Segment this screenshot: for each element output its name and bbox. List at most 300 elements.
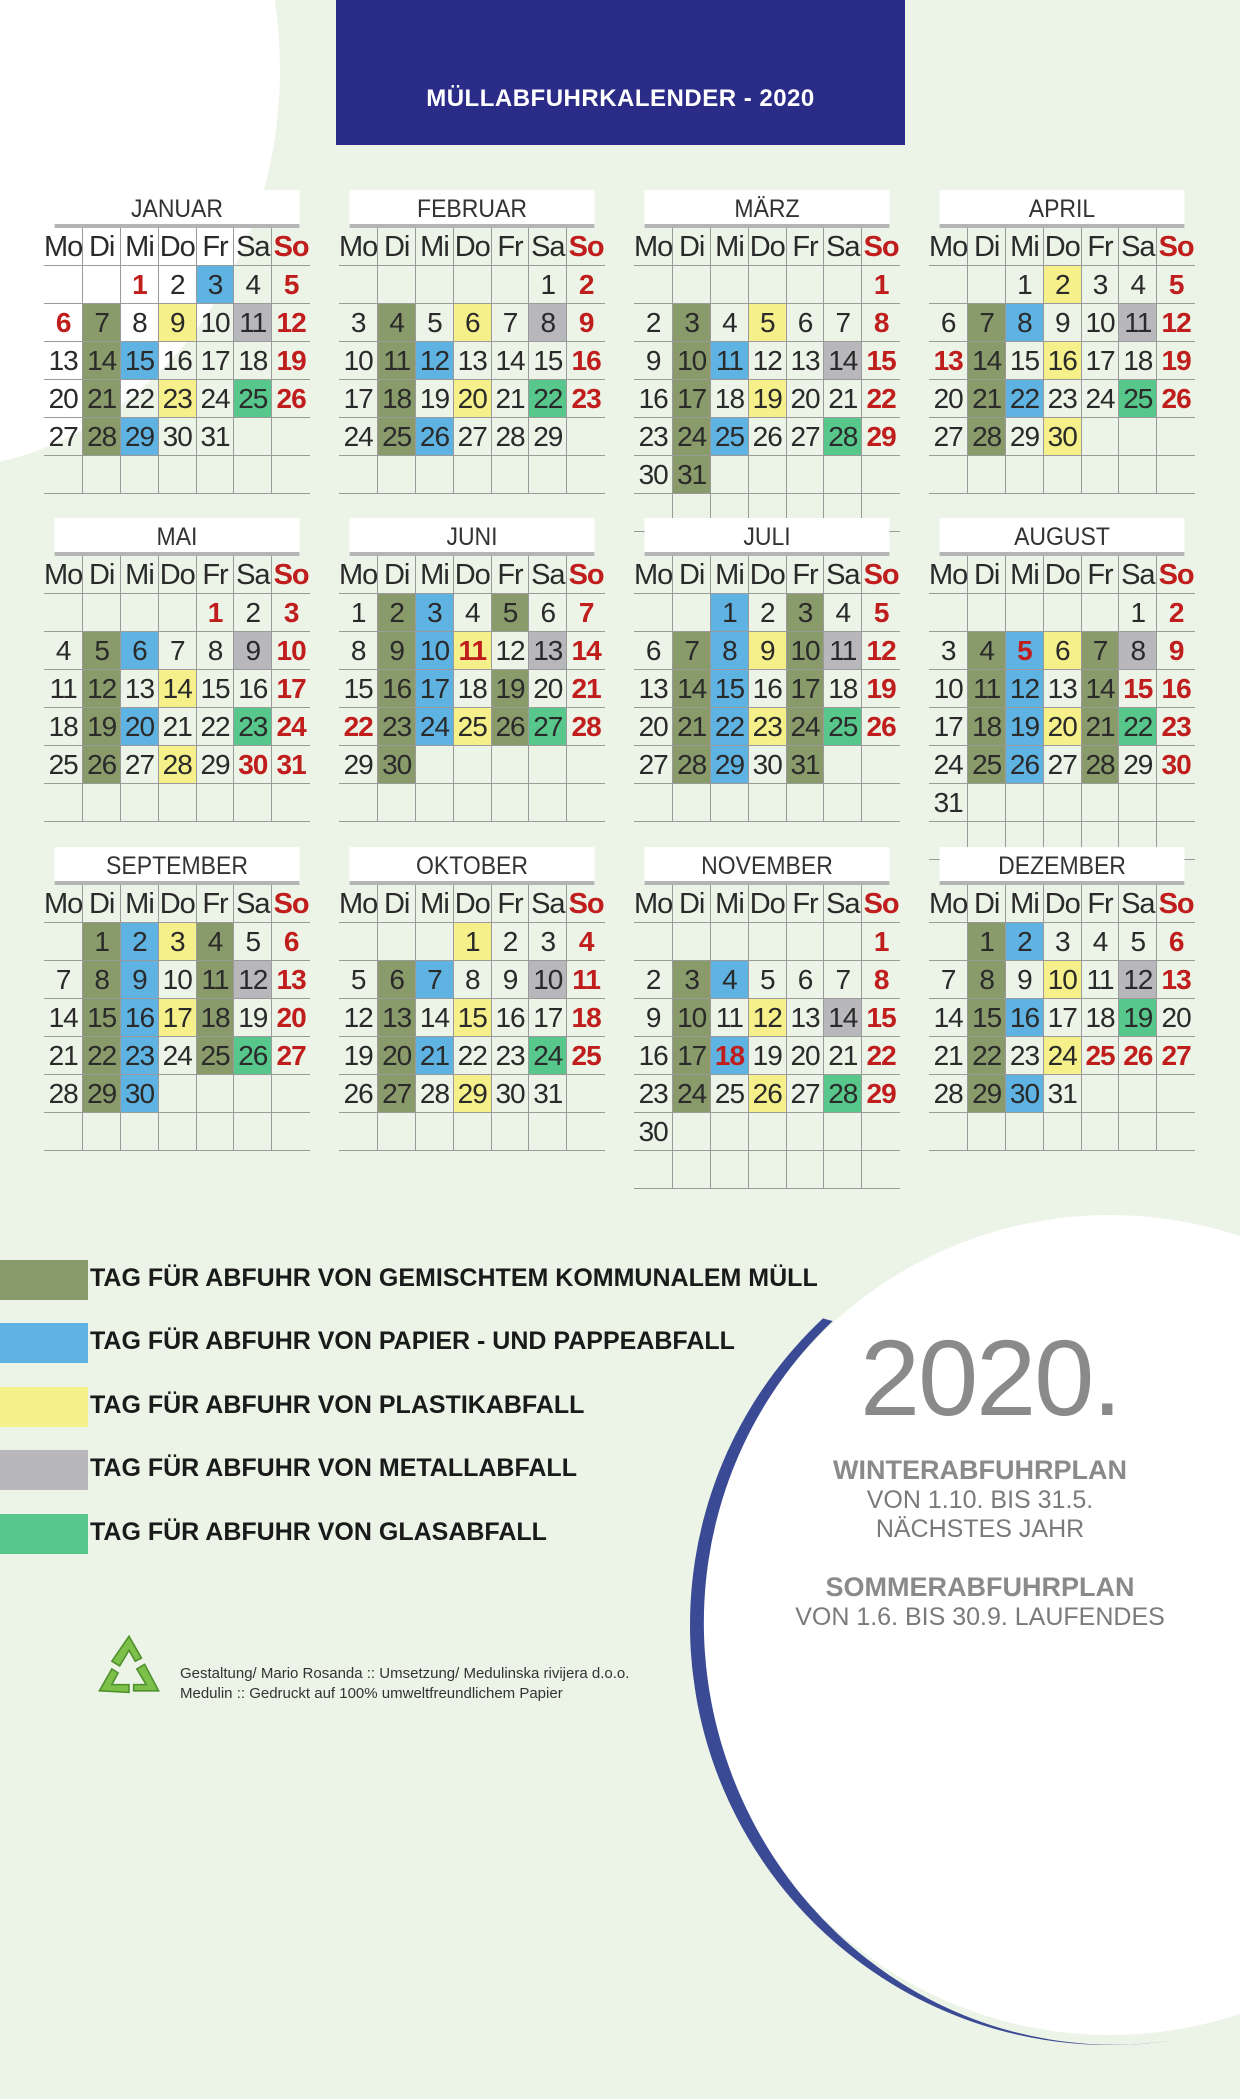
day-cell: 20 [1044, 708, 1082, 746]
legend-swatch [0, 1260, 88, 1300]
day-cell: 31 [787, 746, 825, 784]
day-cell: 8 [529, 304, 567, 342]
credits-line2: Medulin :: Gedruckt auf 100% umweltfreundlichem Papier [180, 1685, 563, 1702]
empty-cell [824, 1151, 862, 1189]
empty-cell [673, 784, 711, 822]
empty-cell [44, 266, 83, 304]
day-cell: 19 [339, 1037, 378, 1075]
day-cell: 1 [862, 266, 900, 304]
empty-cell [968, 594, 1006, 632]
day-cell: 12 [83, 670, 121, 708]
day-cell: 20 [272, 999, 310, 1037]
weekday-header: Di [83, 228, 121, 266]
day-cell: 26 [272, 380, 310, 418]
day-cell: 24 [416, 708, 454, 746]
empty-cell [749, 1151, 787, 1189]
weekday-header: Di [378, 228, 416, 266]
empty-cell [1082, 456, 1120, 494]
day-cell: 18 [968, 708, 1006, 746]
day-cell: 16 [492, 999, 530, 1037]
weekday-header: Mi [121, 556, 159, 594]
day-cell: 28 [929, 1075, 968, 1113]
empty-cell [787, 456, 825, 494]
month-name: JUNI [350, 518, 595, 556]
month-grid [929, 556, 1195, 860]
day-cell: 14 [824, 342, 862, 380]
day-cell: 29 [862, 418, 900, 456]
weekday-header: So [862, 556, 900, 594]
day-cell: 3 [929, 632, 968, 670]
empty-cell [749, 784, 787, 822]
day-cell: 26 [83, 746, 121, 784]
month-name: JANUAR [55, 190, 300, 228]
weekday-header: Mo [44, 228, 83, 266]
day-cell: 6 [634, 632, 673, 670]
day-cell: 9 [159, 304, 197, 342]
day-cell: 20 [1157, 999, 1195, 1037]
day-cell: 30 [159, 418, 197, 456]
empty-cell [197, 456, 235, 494]
day-cell: 6 [121, 632, 159, 670]
day-cell: 18 [454, 670, 492, 708]
day-cell: 12 [339, 999, 378, 1037]
empty-cell [787, 1113, 825, 1151]
day-cell: 15 [197, 670, 235, 708]
day-cell: 25 [234, 380, 272, 418]
day-cell: 14 [83, 342, 121, 380]
weekday-header: Mi [1006, 556, 1044, 594]
day-cell: 15 [121, 342, 159, 380]
weekday-header: Mi [711, 885, 749, 923]
weekday-header: Mo [634, 556, 673, 594]
empty-cell [1006, 456, 1044, 494]
weekday-header: Mo [634, 885, 673, 923]
day-cell: 26 [339, 1075, 378, 1113]
day-cell: 12 [1119, 961, 1157, 999]
weekday-header: Fr [787, 885, 825, 923]
day-cell: 5 [234, 923, 272, 961]
weekday-header: So [272, 885, 310, 923]
empty-cell [339, 784, 378, 822]
weekday-header: Sa [529, 228, 567, 266]
empty-cell [272, 1075, 310, 1113]
weekday-header: Mi [416, 228, 454, 266]
empty-cell [339, 923, 378, 961]
month-10 [634, 847, 900, 1189]
day-cell: 5 [83, 632, 121, 670]
empty-cell [454, 266, 492, 304]
day-cell: 26 [492, 708, 530, 746]
credits-line1: Gestaltung/ Mario Rosanda :: Umsetzung/ Medulinska rivijera d.o.o. [180, 1665, 630, 1682]
day-cell: 2 [234, 594, 272, 632]
weekday-header: Di [968, 228, 1006, 266]
day-cell: 14 [1082, 670, 1120, 708]
day-cell: 21 [824, 1037, 862, 1075]
day-cell: 12 [1006, 670, 1044, 708]
day-cell: 6 [929, 304, 968, 342]
weekday-header: Fr [197, 885, 235, 923]
empty-cell [454, 456, 492, 494]
empty-cell [1082, 1075, 1120, 1113]
day-cell: 8 [1119, 632, 1157, 670]
day-cell: 1 [529, 266, 567, 304]
page-title: MÜLLABFUHRKALENDER - 2020 [426, 85, 815, 112]
day-cell: 15 [862, 999, 900, 1037]
empty-cell [529, 1113, 567, 1151]
day-cell: 6 [272, 923, 310, 961]
empty-cell [567, 1075, 605, 1113]
day-cell: 14 [968, 342, 1006, 380]
month-name: MAI [55, 518, 300, 556]
day-cell: 13 [272, 961, 310, 999]
weekday-header: Sa [824, 228, 862, 266]
day-cell: 28 [824, 1075, 862, 1113]
day-cell: 24 [197, 380, 235, 418]
day-cell: 29 [711, 746, 749, 784]
empty-cell [1119, 456, 1157, 494]
day-cell: 18 [824, 670, 862, 708]
weekday-header: Mo [634, 228, 673, 266]
day-cell: 30 [1157, 746, 1195, 784]
day-cell: 25 [567, 1037, 605, 1075]
empty-cell [44, 594, 83, 632]
day-cell: 21 [929, 1037, 968, 1075]
empty-cell [378, 456, 416, 494]
empty-cell [492, 1113, 530, 1151]
day-cell: 23 [1157, 708, 1195, 746]
empty-cell [44, 456, 83, 494]
weekday-header: Mi [711, 228, 749, 266]
day-cell: 18 [1082, 999, 1120, 1037]
winter-plan-line1: VON 1.10. BIS 31.5. [866, 1486, 1094, 1514]
day-cell: 18 [711, 1037, 749, 1075]
day-cell: 21 [492, 380, 530, 418]
day-cell: 30 [492, 1075, 530, 1113]
weekday-header: Di [378, 556, 416, 594]
empty-cell [492, 746, 530, 784]
day-cell: 27 [634, 746, 673, 784]
weekday-header: So [567, 228, 605, 266]
day-cell: 4 [567, 923, 605, 961]
empty-cell [234, 1075, 272, 1113]
day-cell: 5 [1006, 632, 1044, 670]
month-2 [634, 190, 900, 532]
day-cell: 12 [492, 632, 530, 670]
empty-cell [272, 784, 310, 822]
day-cell: 30 [749, 746, 787, 784]
weekday-header: Mo [44, 885, 83, 923]
empty-cell [492, 266, 530, 304]
day-cell: 26 [862, 708, 900, 746]
empty-cell [416, 266, 454, 304]
weekday-header: So [1157, 556, 1195, 594]
weekday-header: Fr [197, 556, 235, 594]
empty-cell [1157, 1075, 1195, 1113]
day-cell: 8 [711, 632, 749, 670]
weekday-header: Do [749, 556, 787, 594]
empty-cell [234, 1113, 272, 1151]
weekday-header: Mi [416, 885, 454, 923]
empty-cell [749, 923, 787, 961]
day-cell: 29 [83, 1075, 121, 1113]
day-cell: 29 [968, 1075, 1006, 1113]
day-cell: 8 [454, 961, 492, 999]
month-5 [339, 518, 605, 822]
day-cell: 4 [44, 632, 83, 670]
empty-cell [749, 266, 787, 304]
day-cell: 7 [824, 961, 862, 999]
day-cell: 14 [44, 999, 83, 1037]
month-3 [929, 190, 1195, 494]
day-cell: 16 [567, 342, 605, 380]
day-cell: 10 [673, 999, 711, 1037]
legend-label: TAG FÜR ABFUHR VON METALLABFALL [90, 1454, 577, 1482]
day-cell: 1 [121, 266, 159, 304]
empty-cell [1006, 594, 1044, 632]
day-cell: 19 [492, 670, 530, 708]
day-cell: 23 [492, 1037, 530, 1075]
day-cell: 2 [634, 961, 673, 999]
day-cell: 15 [83, 999, 121, 1037]
day-cell: 20 [378, 1037, 416, 1075]
empty-cell [567, 784, 605, 822]
empty-cell [378, 784, 416, 822]
empty-cell [492, 456, 530, 494]
day-cell: 19 [83, 708, 121, 746]
day-cell: 6 [1044, 632, 1082, 670]
empty-cell [787, 784, 825, 822]
empty-cell [83, 456, 121, 494]
day-cell: 31 [929, 784, 968, 822]
day-cell: 1 [339, 594, 378, 632]
empty-cell [711, 1151, 749, 1189]
day-cell: 8 [862, 304, 900, 342]
weekday-header: Do [454, 556, 492, 594]
day-cell: 7 [968, 304, 1006, 342]
day-cell: 13 [44, 342, 83, 380]
day-cell: 23 [121, 1037, 159, 1075]
day-cell: 16 [634, 1037, 673, 1075]
day-cell: 18 [378, 380, 416, 418]
day-cell: 28 [44, 1075, 83, 1113]
month-grid [634, 556, 900, 822]
day-cell: 11 [711, 999, 749, 1037]
weekday-header: Di [378, 885, 416, 923]
day-cell: 24 [787, 708, 825, 746]
day-cell: 29 [339, 746, 378, 784]
day-cell: 23 [1044, 380, 1082, 418]
weekday-header: Sa [234, 228, 272, 266]
day-cell: 13 [787, 342, 825, 380]
empty-cell [339, 456, 378, 494]
month-grid [44, 885, 310, 1151]
empty-cell [634, 266, 673, 304]
winter-plan-line2: NÄCHSTES JAHR [875, 1515, 1085, 1543]
day-cell: 30 [1044, 418, 1082, 456]
weekday-header: Fr [492, 556, 530, 594]
empty-cell [1119, 1113, 1157, 1151]
empty-cell [824, 923, 862, 961]
day-cell: 13 [121, 670, 159, 708]
day-cell: 10 [159, 961, 197, 999]
month-name: FEBRUAR [350, 190, 595, 228]
day-cell: 23 [634, 418, 673, 456]
year-label: 2020. [860, 1317, 1121, 1438]
day-cell: 16 [634, 380, 673, 418]
empty-cell [968, 266, 1006, 304]
day-cell: 23 [159, 380, 197, 418]
weekday-header: Mi [416, 556, 454, 594]
day-cell: 7 [673, 632, 711, 670]
day-cell: 24 [1082, 380, 1120, 418]
day-cell: 27 [929, 418, 968, 456]
day-cell: 22 [529, 380, 567, 418]
day-cell: 31 [1044, 1075, 1082, 1113]
day-cell: 11 [1082, 961, 1120, 999]
day-cell: 22 [711, 708, 749, 746]
day-cell: 7 [567, 594, 605, 632]
day-cell: 12 [272, 304, 310, 342]
weekday-header: Di [673, 556, 711, 594]
empty-cell [1006, 784, 1044, 822]
empty-cell [1006, 1113, 1044, 1151]
empty-cell [159, 1075, 197, 1113]
day-cell: 24 [673, 418, 711, 456]
day-cell: 20 [529, 670, 567, 708]
summer-plan-title: SOMMERABFUHRPLAN [825, 1572, 1135, 1602]
empty-cell [673, 1113, 711, 1151]
day-cell: 19 [234, 999, 272, 1037]
day-cell: 31 [529, 1075, 567, 1113]
empty-cell [567, 1113, 605, 1151]
day-cell: 14 [492, 342, 530, 380]
day-cell: 3 [529, 923, 567, 961]
empty-cell [272, 418, 310, 456]
day-cell: 16 [1157, 670, 1195, 708]
day-cell: 21 [416, 1037, 454, 1075]
day-cell: 16 [121, 999, 159, 1037]
day-cell: 14 [159, 670, 197, 708]
empty-cell [159, 594, 197, 632]
empty-cell [272, 456, 310, 494]
day-cell: 7 [492, 304, 530, 342]
day-cell: 3 [673, 304, 711, 342]
weekday-header: So [272, 228, 310, 266]
empty-cell [378, 923, 416, 961]
day-cell: 9 [121, 961, 159, 999]
day-cell: 25 [711, 418, 749, 456]
day-cell: 30 [634, 456, 673, 494]
month-9 [339, 847, 605, 1151]
day-cell: 12 [862, 632, 900, 670]
weekday-header: Sa [529, 556, 567, 594]
day-cell: 3 [787, 594, 825, 632]
day-cell: 27 [272, 1037, 310, 1075]
day-cell: 4 [824, 594, 862, 632]
day-cell: 24 [1044, 1037, 1082, 1075]
weekday-header: Mi [121, 885, 159, 923]
day-cell: 3 [1044, 923, 1082, 961]
day-cell: 18 [197, 999, 235, 1037]
day-cell: 21 [968, 380, 1006, 418]
day-cell: 24 [339, 418, 378, 456]
day-cell: 16 [234, 670, 272, 708]
day-cell: 11 [44, 670, 83, 708]
empty-cell [968, 1113, 1006, 1151]
day-cell: 18 [44, 708, 83, 746]
weekday-header: Fr [492, 228, 530, 266]
month-grid [339, 556, 605, 822]
day-cell: 5 [272, 266, 310, 304]
day-cell: 7 [1082, 632, 1120, 670]
day-cell: 17 [673, 1037, 711, 1075]
day-cell: 20 [454, 380, 492, 418]
day-cell: 2 [1006, 923, 1044, 961]
day-cell: 15 [1119, 670, 1157, 708]
weekday-header: Fr [1082, 556, 1120, 594]
day-cell: 8 [339, 632, 378, 670]
day-cell: 30 [378, 746, 416, 784]
empty-cell [529, 784, 567, 822]
day-cell: 14 [824, 999, 862, 1037]
day-cell: 17 [529, 999, 567, 1037]
day-cell: 25 [711, 1075, 749, 1113]
day-cell: 22 [121, 380, 159, 418]
day-cell: 17 [272, 670, 310, 708]
weekday-header: Do [749, 885, 787, 923]
day-cell: 7 [929, 961, 968, 999]
day-cell: 21 [567, 670, 605, 708]
empty-cell [1119, 418, 1157, 456]
weekday-header: Mo [339, 228, 378, 266]
empty-cell [968, 784, 1006, 822]
day-cell: 31 [673, 456, 711, 494]
day-cell: 12 [749, 342, 787, 380]
day-cell: 2 [492, 923, 530, 961]
empty-cell [929, 594, 968, 632]
empty-cell [673, 1151, 711, 1189]
day-cell: 28 [159, 746, 197, 784]
empty-cell [44, 923, 83, 961]
day-cell: 30 [121, 1075, 159, 1113]
day-cell: 27 [787, 418, 825, 456]
day-cell: 19 [862, 670, 900, 708]
day-cell: 14 [416, 999, 454, 1037]
empty-cell [1157, 418, 1195, 456]
day-cell: 26 [749, 1075, 787, 1113]
weekday-header: Do [159, 228, 197, 266]
day-cell: 11 [1119, 304, 1157, 342]
weekday-header: So [272, 556, 310, 594]
empty-cell [567, 746, 605, 784]
day-cell: 3 [197, 266, 235, 304]
day-cell: 13 [929, 342, 968, 380]
day-cell: 20 [121, 708, 159, 746]
empty-cell [929, 456, 968, 494]
empty-cell [529, 456, 567, 494]
day-cell: 31 [272, 746, 310, 784]
day-cell: 6 [529, 594, 567, 632]
day-cell: 15 [711, 670, 749, 708]
empty-cell [159, 1113, 197, 1151]
month-name: APRIL [940, 190, 1185, 228]
day-cell: 25 [454, 708, 492, 746]
day-cell: 1 [711, 594, 749, 632]
empty-cell [197, 1075, 235, 1113]
summer-plan [790, 1572, 1170, 1632]
day-cell: 21 [1082, 708, 1120, 746]
empty-cell [1119, 1075, 1157, 1113]
